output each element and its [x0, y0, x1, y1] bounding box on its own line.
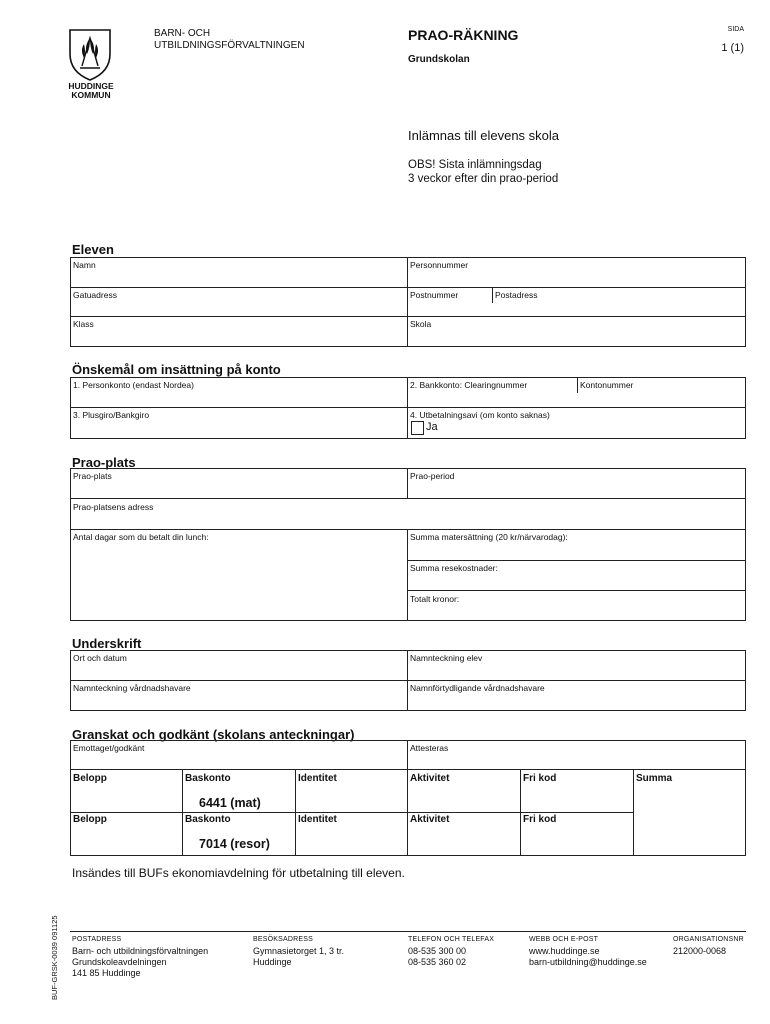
praoplats-box — [70, 468, 746, 621]
baskonto-value-resor: 7014 (resor) — [199, 837, 270, 851]
section-heading-granskat: Granskat och godkänt (skolans anteckningar) — [72, 727, 355, 742]
cell-belopp-row1[interactable]: Belopp — [73, 773, 107, 784]
cell-identitet-row2[interactable]: Identitet — [298, 814, 337, 825]
field-postnummer[interactable]: Postnummer — [410, 290, 459, 300]
field-summa-matersattning[interactable]: Summa matersättning (20 kr/närvarodag): — [410, 532, 568, 542]
footer-telefon-label: TELEFON OCH TELEFAX — [408, 936, 495, 943]
footer-besoksadress-2: Huddinge — [253, 957, 292, 967]
field-namnteckning-elev[interactable]: Namnteckning elev — [410, 653, 483, 663]
field-namnteckning-vardnadshavare[interactable]: Namnteckning vårdnadshavare — [73, 683, 191, 693]
eleven-box — [70, 257, 746, 347]
logo-text-line1: HUDDINGE — [68, 81, 114, 91]
footer-divider — [70, 931, 746, 932]
footer-postadress-3: 141 85 Huddinge — [72, 968, 141, 978]
cell-identitet-row1[interactable]: Identitet — [298, 773, 337, 784]
cell-baskonto-row2: Baskonto — [185, 814, 231, 825]
cell-summa[interactable]: Summa — [636, 773, 673, 784]
field-antal-dagar-lunch[interactable]: Antal dagar som du betalt din lunch: — [73, 532, 209, 542]
field-namn[interactable]: Namn — [73, 260, 96, 270]
granskat-box — [70, 740, 746, 856]
field-personnummer[interactable]: Personnummer — [410, 260, 469, 270]
field-klass[interactable]: Klass — [73, 319, 94, 329]
field-praoperiod[interactable]: Prao-period — [410, 471, 455, 481]
cell-aktivitet-row2[interactable]: Aktivitet — [410, 814, 450, 825]
field-praoplats-adress[interactable]: Prao-platsens adress — [73, 502, 154, 512]
page-subtitle: Grundskolan — [408, 54, 470, 65]
field-utbetalningsavi: 4. Utbetalningsavi (om konto saknas) — [410, 410, 550, 420]
field-clearingnummer[interactable]: 2. Bankkonto: Clearingnummer — [410, 380, 528, 390]
section-heading-konto: Önskemål om insättning på konto — [72, 362, 281, 377]
footer-webb-link[interactable]: www.huddinge.se — [529, 946, 600, 956]
footer-postadress-label: POSTADRESS — [72, 936, 122, 943]
field-attesteras[interactable]: Attesteras — [410, 743, 449, 753]
checkbox-ja[interactable] — [411, 421, 424, 435]
cell-frikod-row2[interactable]: Fri kod — [523, 814, 557, 825]
field-namnfortydligande-vardnadshavare[interactable]: Namnförtydligande vårdnadshavare — [410, 683, 545, 693]
field-personkonto[interactable]: 1. Personkonto (endast Nordea) — [73, 380, 194, 390]
page-title: PRAO-RÄKNING — [408, 27, 519, 43]
footer-org-number: 212000-0068 — [673, 946, 727, 956]
field-postadress[interactable]: Postadress — [495, 290, 538, 300]
field-gatuadress[interactable]: Gatuadress — [73, 290, 117, 300]
page-number-value: 1 (1) — [721, 42, 744, 54]
field-praoplats[interactable]: Prao-plats — [73, 471, 112, 481]
field-kontonummer[interactable]: Kontonummer — [580, 380, 634, 390]
footer-telefon-2: 08-535 360 02 — [408, 957, 467, 967]
cell-baskonto-row1: Baskonto — [185, 773, 231, 784]
footer-telefon-1: 08-535 300 00 — [408, 946, 467, 956]
baskonto-value-mat: 6441 (mat) — [199, 796, 261, 810]
footer-postadress-2: Grundskoleavdelningen — [72, 957, 167, 967]
section-heading-underskrift: Underskrift — [72, 636, 142, 651]
field-emottaget-godkant[interactable]: Emottaget/godkänt — [73, 743, 145, 753]
page-number-label: SIDA — [727, 26, 744, 33]
checkbox-ja-label: Ja — [426, 421, 438, 433]
huddinge-logo — [60, 24, 120, 84]
field-ort-datum[interactable]: Ort och datum — [73, 653, 127, 663]
field-totalt-kronor[interactable]: Totalt kronor: — [410, 594, 460, 604]
org-name-line2: UTBILDNINGSFÖRVALTNINGEN — [154, 40, 305, 51]
field-summa-resekostnader[interactable]: Summa resekostnader: — [410, 563, 498, 573]
cell-belopp-row2[interactable]: Belopp — [73, 814, 107, 825]
closing-instruction: Insändes till BUFs ekonomiavdelning för utbetalning till eleven. — [72, 866, 405, 880]
footer-besoksadress-1: Gymnasietorget 1, 3 tr. — [253, 946, 345, 956]
field-plusgiro[interactable]: 3. Plusgiro/Bankgiro — [73, 410, 150, 420]
form-code: BUF-GRSK-0039 091125 — [50, 915, 59, 1000]
footer-org-label: ORGANISATIONSNR — [673, 936, 744, 943]
footer-email-link[interactable]: barn-utbildning@huddinge.se — [529, 957, 647, 967]
notice-deadline-line1: OBS! Sista inlämningsdag — [408, 159, 542, 171]
org-name-line1: BARN- OCH — [154, 28, 211, 39]
cell-frikod-row1[interactable]: Fri kod — [523, 773, 557, 784]
footer-besoksadress-label: BESÖKSADRESS — [253, 936, 313, 943]
coat-of-arms-icon — [60, 24, 120, 84]
section-heading-praoplats: Prao-plats — [72, 455, 136, 470]
field-skola[interactable]: Skola — [410, 319, 432, 329]
footer-webb-label: WEBB OCH E-POST — [529, 936, 599, 943]
logo-text-line2: KOMMUN — [71, 90, 111, 100]
cell-aktivitet-row1[interactable]: Aktivitet — [410, 773, 450, 784]
footer-postadress-1: Barn- och utbildningsförvaltningen — [72, 946, 209, 956]
section-heading-eleven: Eleven — [72, 242, 114, 257]
notice-submit-school: Inlämnas till elevens skola — [408, 128, 560, 143]
notice-deadline-line2: 3 veckor efter din prao-period — [408, 173, 559, 185]
